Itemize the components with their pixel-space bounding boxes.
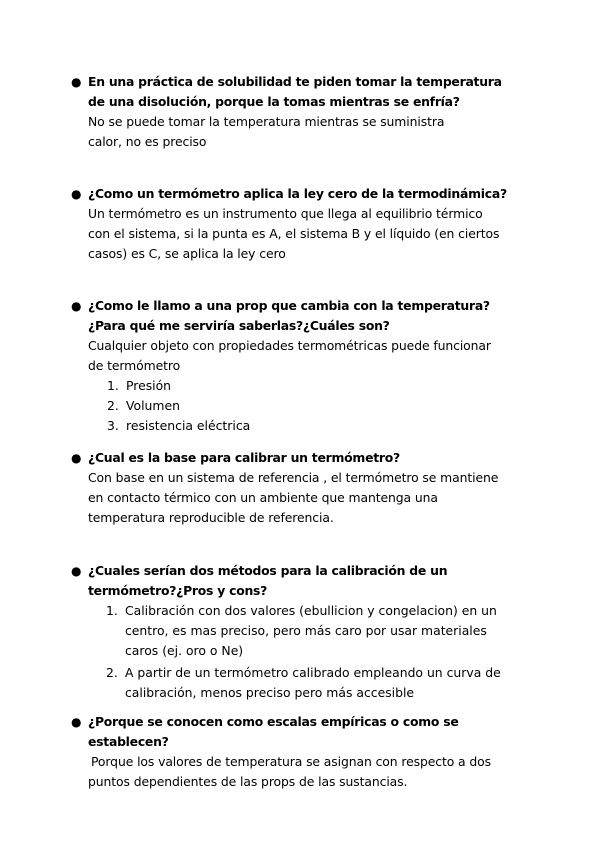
question-5: ¿Cuales serían dos métodos para la calibración de un termómetro?¿Pros y cons?	[88, 563, 448, 598]
bullet-icon: ●	[71, 451, 82, 465]
bullet-icon: ●	[71, 75, 82, 89]
question-2: ¿Como un termómetro aplica la ley cero de la termodinámica?	[88, 186, 507, 201]
list-item: 1. Calibración con dos valores (ebullicion y congelacion) en un centro, es mas preciso, pero más caro por usar materiales caros (ej. oro o Ne)	[106, 603, 497, 658]
qa-item-2	[71, 184, 538, 264]
question-4: ¿Cual es la base para calibrar un termómetro?	[88, 450, 400, 465]
bullet-icon: ●	[71, 299, 82, 313]
method-list	[88, 601, 528, 703]
question-6: ¿Porque se conocen como escalas empíricas o como se establecen?	[88, 714, 459, 749]
list-item: 2. A partir de un termómetro calibrado empleando un curva de calibración, menos preciso pero más accesible	[106, 665, 501, 700]
answer-3: Cualquier objeto con propiedades termométricas puede funcionar de termómetro	[88, 338, 491, 373]
bullet-icon: ●	[71, 564, 82, 578]
bullet-icon: ●	[71, 715, 82, 729]
bullet-icon: ●	[71, 187, 82, 201]
qa-item-3	[71, 296, 528, 436]
answer-4: Con base en un sistema de referencia , el termómetro se mantiene en contacto térmico con un ambiente que mantenga una temperatura reproducible de referencia.	[88, 470, 499, 525]
qa-item-4	[71, 448, 528, 528]
question-1: En una práctica de solubilidad te piden tomar la temperatura de una disolución, porque la tomas mientras se enfría?	[88, 74, 502, 109]
list-item: 2. Volumen	[107, 398, 180, 413]
qa-item-1	[71, 72, 508, 152]
qa-item-6	[71, 712, 528, 792]
question-3: ¿Como le llamo a una prop que cambia con la temperatura?¿Para qué me serviría saberlas?¿Cuáles son?	[88, 298, 490, 333]
qa-item-5	[71, 561, 528, 703]
answer-6: Porque los valores de temperatura se asignan con respecto a dos puntos dependientes de las props de las sustancias.	[88, 754, 491, 789]
list-item: 1. Presión	[107, 378, 172, 393]
answer-1: No se puede tomar la temperatura mientras se suministra calor, no es preciso	[88, 114, 445, 149]
property-list	[88, 376, 528, 436]
answer-2: Un termómetro es un instrumento que llega al equilibrio térmico con el sistema, si la punta es A, el sistema B y el líquido (en ciertos casos) es C, se aplica la ley cero	[88, 206, 500, 261]
list-item: 3. resistencia eléctrica	[107, 418, 251, 433]
